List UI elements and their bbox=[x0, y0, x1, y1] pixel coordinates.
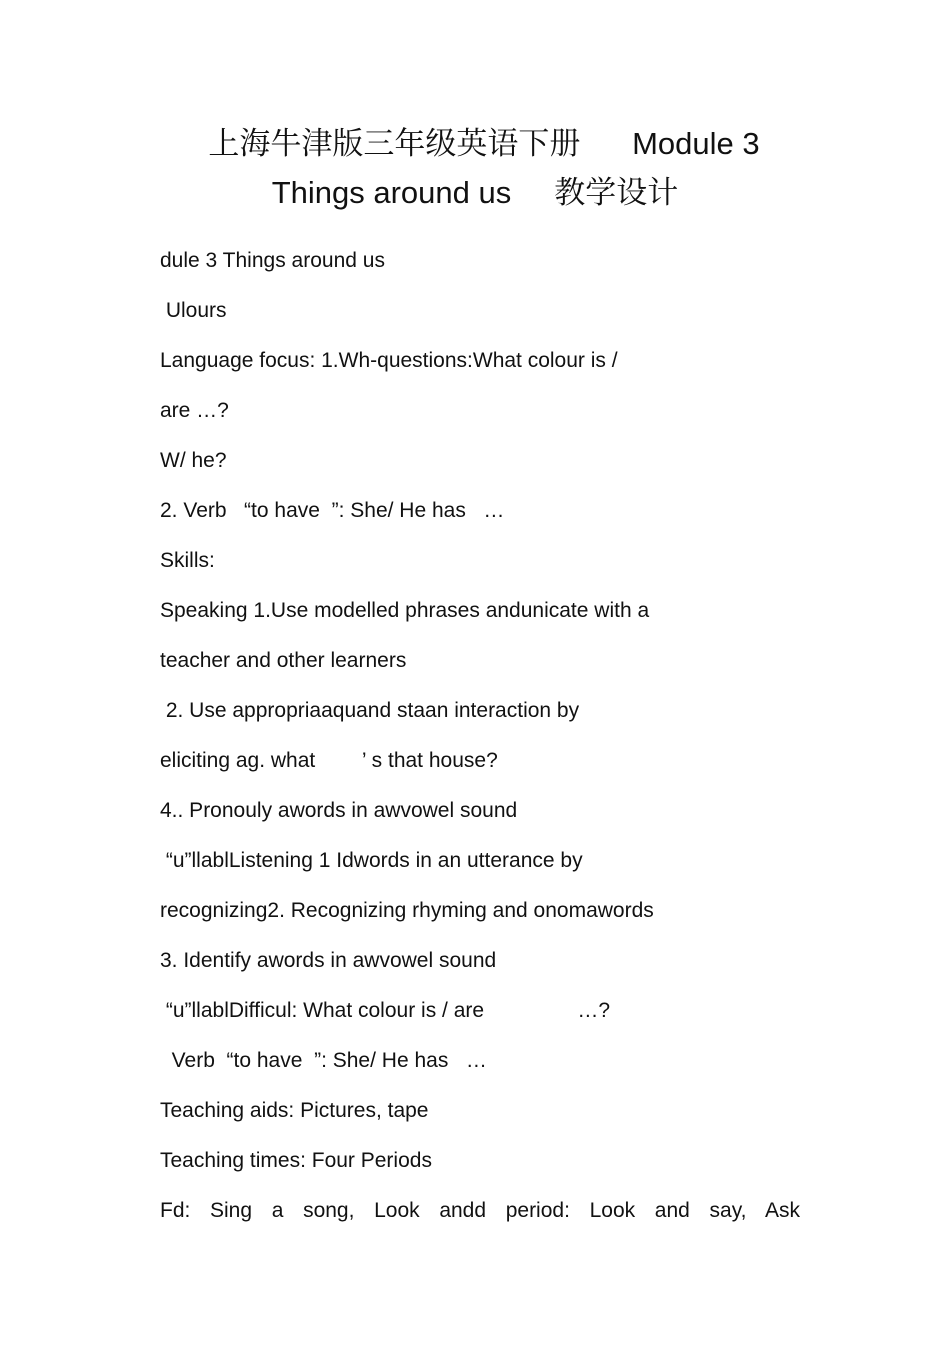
body-line: 2. Use appropriaaquand staan interaction by bbox=[160, 699, 580, 722]
body-line: Skills: bbox=[160, 549, 215, 572]
body-line: W/ he? bbox=[160, 449, 227, 472]
body-line: Teaching aids: Pictures, tape bbox=[160, 1099, 429, 1122]
body-line: teacher and other learners bbox=[160, 649, 407, 672]
document-title-line-2: Things around us 教学设计 bbox=[271, 175, 679, 210]
body-line: Speaking 1.Use modelled phrases andunicate with a bbox=[160, 599, 650, 622]
body-line: 3. Identify awords in awvowel sound bbox=[160, 949, 497, 972]
body-line: Fd: Sing a song, Look andd period: Look and say, Ask bbox=[160, 1199, 800, 1222]
body-line: Teaching times: Four Periods bbox=[160, 1149, 432, 1172]
body-line: Verb “to have ”: She/ He has … bbox=[160, 1049, 487, 1072]
document-body bbox=[160, 243, 800, 1243]
document-title-line-1: 上海牛津版三年级英语下册 Module 3 bbox=[208, 126, 760, 161]
body-line: 4.. Pronouly awords in awvowel sound bbox=[160, 799, 518, 822]
body-line: Ulours bbox=[160, 299, 227, 322]
body-line: Language focus: 1.Wh-questions:What colour is / bbox=[160, 349, 618, 372]
body-line: recognizing2. Recognizing rhyming and onomawords bbox=[160, 899, 654, 922]
body-line: dule 3 Things around us bbox=[160, 249, 385, 272]
body-line: “u”llablListening 1 Idwords in an utterance by bbox=[160, 849, 583, 872]
body-line: are …? bbox=[160, 399, 229, 422]
body-line: 2. Verb “to have ”: She/ He has … bbox=[160, 499, 505, 522]
body-line: “u”llablDifficul: What colour is / are …? bbox=[160, 999, 611, 1022]
body-line: eliciting ag. what ’ s that house? bbox=[160, 749, 498, 772]
